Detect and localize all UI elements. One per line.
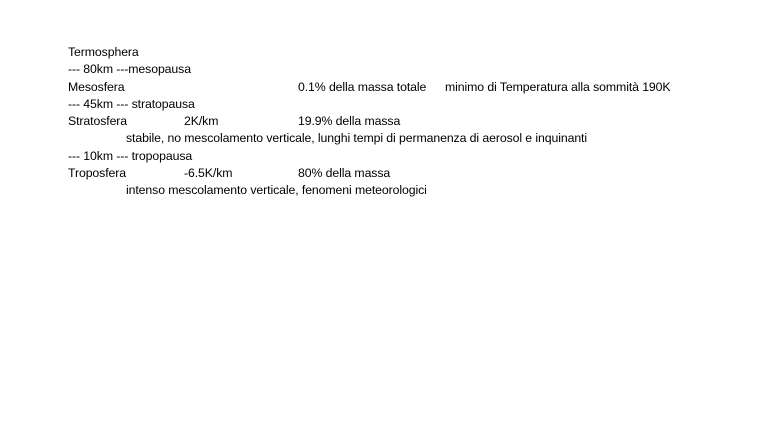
mass-fraction-troposfera: 80% della massa [298,166,391,181]
boundary-tropopausa: --- 10km --- tropopausa [68,148,193,163]
layer-name-mesosfera: Mesosfera [68,79,125,94]
lapse-rate-troposfera: -6.5K/km [184,166,233,181]
lapse-rate-stratosfera: 2K/km [184,114,219,129]
boundary-mesopausa: --- 80km ---mesopausa [68,62,191,77]
description-stratosfera: stabile, no mescolamento verticale, lunghi tempi di permanenza di aerosol e inquinanti [126,131,588,146]
note-mesosfera: minimo di Temperatura alla sommità 190K [445,79,671,94]
description-troposfera: intenso mescolamento verticale, fenomeni meteorologici [126,183,427,198]
mass-fraction-mesosfera: 0.1% della massa totale [298,79,427,94]
layer-name-termosphera: Termosphera [68,45,139,59]
layer-name-stratosfera: Stratosfera [68,114,128,129]
boundary-stratopausa: --- 45km --- stratopausa [68,96,195,111]
mass-fraction-stratosfera: 19.9% della massa [298,114,401,129]
layer-name-troposfera: Troposfera [68,166,127,181]
